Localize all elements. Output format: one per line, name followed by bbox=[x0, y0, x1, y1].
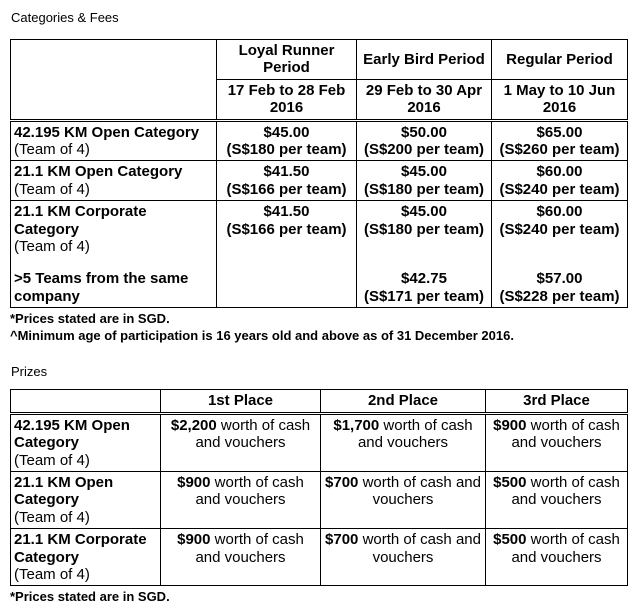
bulk-price-per-team: (S$228 per team) bbox=[499, 287, 620, 305]
prizes-place-header: 1st Place bbox=[161, 390, 321, 413]
fees-price-cell bbox=[492, 120, 628, 161]
prize-description: worth of cash and vouchers bbox=[362, 473, 481, 509]
fees-dates-header: 17 Feb to 28 Feb 2016 bbox=[217, 79, 357, 120]
prize-description: worth of cash and vouchers bbox=[511, 531, 620, 566]
category-name: 42.195 KM Open Category bbox=[14, 416, 130, 452]
prize-cell bbox=[486, 471, 628, 528]
price-individual: $60.00 bbox=[536, 163, 583, 181]
prize-cell bbox=[321, 471, 486, 528]
fees-table bbox=[10, 39, 628, 308]
fees-category-cell bbox=[11, 120, 217, 161]
prizes-notes bbox=[10, 589, 627, 606]
prizes-table bbox=[10, 389, 628, 586]
category-name: 21.1 KM Corporate Category bbox=[14, 531, 147, 566]
fees-row-21km-open bbox=[11, 161, 628, 201]
prize-amount: $700 bbox=[325, 473, 359, 491]
prizes-header-row bbox=[11, 390, 628, 413]
fees-section-heading: Categories & Fees bbox=[11, 10, 119, 25]
fees-price-cell bbox=[217, 120, 357, 161]
prize-cell bbox=[161, 413, 321, 471]
price-per-team: (S$180 per team) bbox=[363, 220, 485, 238]
team-size: (Team of 4) bbox=[14, 140, 90, 158]
prize-amount: $700 bbox=[325, 531, 359, 549]
prize-description: worth of cash and vouchers bbox=[357, 416, 473, 452]
bulk-price-individual: $42.75 bbox=[401, 270, 447, 288]
fees-period-header: Early Bird Period bbox=[357, 40, 492, 80]
fees-note-age: ^Minimum age of participation is 16 years old and above as of 31 December 2016. bbox=[10, 327, 514, 343]
fees-row-42km-open bbox=[11, 120, 628, 161]
fees-price-cell bbox=[492, 201, 628, 308]
prize-description: worth of cash and vouchers bbox=[195, 473, 304, 509]
fees-dates-header: 1 May to 10 Jun 2016 bbox=[492, 79, 628, 120]
prizes-row-21km-open bbox=[11, 471, 628, 528]
prizes-category-cell bbox=[11, 529, 161, 586]
prizes-corner-cell bbox=[11, 390, 161, 413]
prizes-section-heading: Prizes bbox=[11, 364, 48, 380]
price-individual: $60.00 bbox=[536, 203, 583, 221]
price-per-team: (S$166 per team) bbox=[226, 180, 347, 198]
prize-amount: $500 bbox=[493, 531, 527, 549]
prizes-category-cell bbox=[11, 413, 161, 471]
prize-amount: $900 bbox=[493, 416, 527, 434]
price-per-team: (S$200 per team) bbox=[363, 140, 485, 158]
fees-corner-cell bbox=[11, 40, 217, 121]
price-individual: $45.00 bbox=[401, 163, 447, 181]
category-name: 21.1 KM Corporate Category bbox=[14, 203, 147, 238]
team-size: (Team of 4) bbox=[14, 180, 90, 198]
team-size: (Team of 4) bbox=[14, 451, 90, 469]
price-per-team: (S$240 per team) bbox=[499, 220, 620, 238]
price-per-team: (S$166 per team) bbox=[226, 220, 347, 238]
category-name: 21.1 KM Open Category bbox=[14, 473, 114, 509]
bulk-category-name: >5 Teams from the same company bbox=[14, 270, 189, 305]
fees-period-header: Regular Period bbox=[492, 40, 628, 80]
prize-amount: $1,700 bbox=[333, 416, 380, 434]
prize-amount: $900 bbox=[177, 531, 211, 549]
fees-price-cell bbox=[357, 201, 492, 308]
fees-price-cell bbox=[217, 161, 357, 201]
prize-cell bbox=[321, 413, 486, 471]
prize-cell bbox=[161, 529, 321, 586]
fees-note-currency: *Prices stated are in SGD. bbox=[10, 311, 170, 327]
fees-category-cell bbox=[11, 201, 217, 308]
prize-amount: $900 bbox=[177, 473, 211, 491]
prize-amount: $500 bbox=[493, 473, 527, 491]
prizes-place-header: 3rd Place bbox=[486, 390, 628, 413]
fees-dates-header: 29 Feb to 30 Apr 2016 bbox=[357, 79, 492, 120]
price-individual: $41.50 bbox=[263, 203, 310, 221]
prize-amount: $2,200 bbox=[170, 416, 217, 434]
fees-notes bbox=[10, 311, 627, 344]
prize-description: worth of cash and vouchers bbox=[362, 531, 481, 566]
fees-period-header: Loyal Runner Period bbox=[217, 40, 357, 80]
prizes-row-21km-corporate bbox=[11, 529, 628, 586]
price-individual: $65.00 bbox=[536, 123, 583, 141]
team-size: (Team of 4) bbox=[14, 508, 90, 526]
prize-cell bbox=[161, 471, 321, 528]
fees-price-cell bbox=[357, 120, 492, 161]
fees-price-cell bbox=[492, 161, 628, 201]
price-individual: $41.50 bbox=[263, 163, 310, 181]
price-per-team: (S$180 per team) bbox=[226, 140, 347, 158]
category-name: 42.195 KM Open Category bbox=[14, 123, 200, 141]
prize-description: worth of cash and vouchers bbox=[511, 473, 620, 509]
price-per-team: (S$260 per team) bbox=[499, 140, 620, 158]
team-size: (Team of 4) bbox=[14, 237, 90, 255]
fees-row-21km-corporate-and-bulk bbox=[11, 201, 628, 308]
price-per-team: (S$240 per team) bbox=[499, 180, 620, 198]
prizes-note-currency: *Prices stated are in SGD. bbox=[10, 589, 170, 605]
price-per-team: (S$180 per team) bbox=[363, 180, 485, 198]
fees-price-cell bbox=[217, 201, 357, 308]
bulk-price-per-team: (S$171 per team) bbox=[363, 287, 485, 305]
fees-price-cell bbox=[357, 161, 492, 201]
prize-cell bbox=[486, 529, 628, 586]
prize-description: worth of cash and vouchers bbox=[195, 416, 311, 452]
fees-period-header-row bbox=[11, 40, 628, 80]
prize-description: worth of cash and vouchers bbox=[511, 416, 620, 452]
bulk-price-individual: $57.00 bbox=[536, 270, 583, 288]
category-name: 21.1 KM Open Category bbox=[14, 163, 183, 181]
fees-category-cell bbox=[11, 161, 217, 201]
prize-description: worth of cash and vouchers bbox=[195, 531, 304, 566]
prizes-row-42km-open bbox=[11, 413, 628, 471]
prize-cell bbox=[321, 529, 486, 586]
price-individual: $50.00 bbox=[401, 123, 447, 141]
prize-cell bbox=[486, 413, 628, 471]
price-individual: $45.00 bbox=[401, 203, 447, 221]
team-size: (Team of 4) bbox=[14, 565, 90, 583]
prizes-place-header: 2nd Place bbox=[321, 390, 486, 413]
price-individual: $45.00 bbox=[263, 123, 310, 141]
prizes-category-cell bbox=[11, 471, 161, 528]
